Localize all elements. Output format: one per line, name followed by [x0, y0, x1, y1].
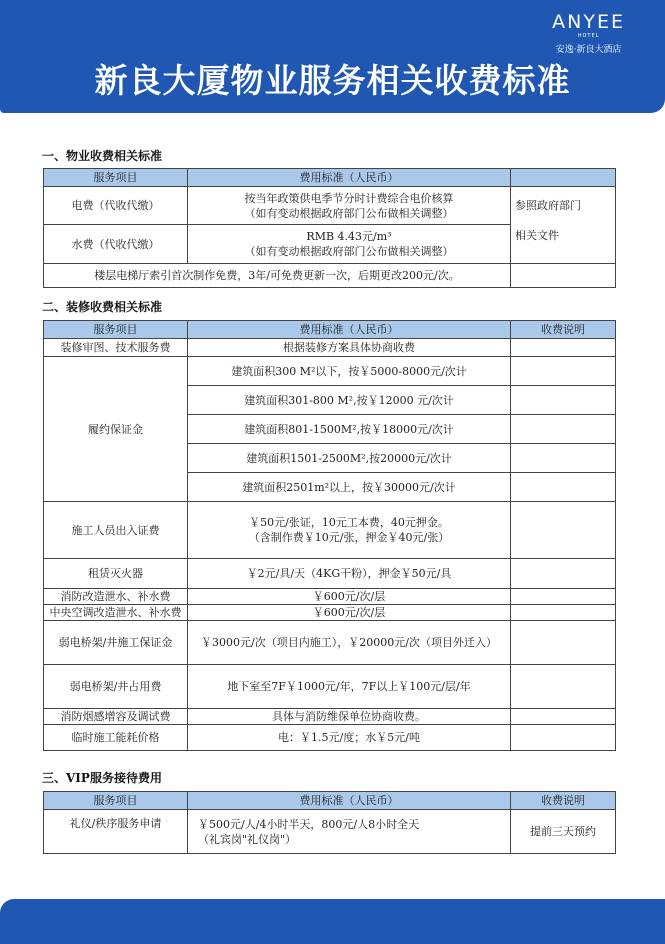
elevator-note-cell: 楼层电梯厅索引首次制作免费，3年/可免费更新一次，后期更改200元/次。 — [44, 264, 511, 288]
col-header-note: 收费说明 — [511, 792, 616, 810]
item-cell: 消防改造泄水、补水费 — [44, 589, 188, 605]
standard-line: RMB 4.43元/m³ — [306, 230, 392, 243]
table-row — [44, 605, 616, 621]
renovation-fee-table — [43, 320, 616, 751]
note-cell — [511, 621, 616, 665]
standard-cell — [188, 187, 511, 225]
item-cell: 装修审图、技术服务费 — [44, 339, 188, 357]
section1-heading: 一、物业收费相关标准 — [42, 149, 163, 163]
item-cell: 履约保证金 — [44, 357, 188, 502]
col-header-item: 服务项目 — [44, 169, 188, 187]
vip-service-table — [43, 791, 616, 854]
standard-cell: 建筑面积301-800 M²,按￥12000 元/次计 — [188, 386, 511, 415]
table-row — [44, 810, 616, 854]
standard-line: （如有变动根据政府部门公布做相关调整） — [244, 245, 454, 258]
standard-cell: 电：￥1.5元/度；水￥5元/吨 — [188, 725, 511, 751]
standard-line: 按当年政策供电季节分时计费综合电价核算 — [244, 191, 454, 205]
note-cell — [511, 502, 616, 559]
note-cell — [511, 473, 616, 502]
property-fee-table — [43, 168, 616, 288]
standard-line: （含制作费￥10元/张，押金￥40元/张） — [248, 531, 450, 544]
standard-line: （如有变动根据政府部门公布做相关调整） — [244, 206, 454, 220]
table-row — [44, 339, 616, 357]
table-row — [44, 357, 616, 386]
table-row — [44, 709, 616, 725]
section3-heading: 三、VIP服务接待费用 — [42, 771, 162, 785]
note-cell — [511, 339, 616, 357]
note-cell — [511, 605, 616, 621]
standard-cell — [188, 225, 511, 264]
note-cell — [511, 415, 616, 444]
col-header-standard: 费用标准（人民币） — [188, 321, 511, 339]
standard-cell: 建筑面积300 M²以下，按￥5000-8000元/次计 — [188, 357, 511, 386]
standard-cell: ￥3000元/次（项目内施工），￥20000元/次（项目外迁入） — [188, 621, 511, 665]
item-cell: 弱电桥架/井施工保证金 — [44, 621, 188, 665]
table-row — [44, 264, 616, 288]
table-row — [44, 502, 616, 559]
standard-cell: ￥600元/次/层 — [188, 589, 511, 605]
note-line: 相关文件 — [515, 229, 559, 242]
note-line: 参照政府部门 — [515, 199, 581, 212]
note-cell: 提前三天预约 — [511, 810, 616, 854]
standard-line: （礼宾岗"礼仪岗"） — [198, 832, 297, 846]
hotel-logo — [552, 12, 625, 55]
note-cell — [511, 665, 616, 709]
footer-banner — [0, 899, 665, 944]
standard-cell: 地下室至7F￥1000元/年，7F以上￥100元/层/年 — [188, 665, 511, 709]
standard-cell: 建筑面积2501m²以上，按￥30000元/次计 — [188, 473, 511, 502]
standard-line: ￥50元/张证，10元工本费，40元押金。 — [249, 516, 449, 529]
note-cell — [511, 444, 616, 473]
logo-wordmark: ANYEE — [552, 11, 625, 33]
note-cell — [511, 559, 616, 589]
col-header-note — [511, 169, 616, 187]
note-cell — [511, 589, 616, 605]
item-cell: 礼仪/秩序服务申请 — [44, 810, 188, 854]
item-cell: 中央空调改造泄水、补水费 — [44, 605, 188, 621]
note-cell — [511, 357, 616, 386]
col-header-item: 服务项目 — [44, 321, 188, 339]
note-cell — [511, 386, 616, 415]
standard-cell: 建筑面积801-1500M²,按￥18000元/次计 — [188, 415, 511, 444]
standard-cell — [188, 502, 511, 559]
table-row — [44, 665, 616, 709]
logo-chinese-name: 安逸·新良大酒店 — [555, 45, 622, 55]
item-cell: 临时施工能耗价格 — [44, 725, 188, 751]
table-row — [44, 725, 616, 751]
standard-cell — [188, 810, 511, 854]
standard-line: ￥500元/人/4小时半天，800元/人8小时全天 — [198, 817, 420, 831]
note-cell — [511, 187, 616, 264]
table-row — [44, 187, 616, 225]
col-header-note: 收费说明 — [511, 321, 616, 339]
item-cell: 租赁灭火器 — [44, 559, 188, 589]
standard-cell: 具体与消防维保单位协商收费。 — [188, 709, 511, 725]
table-row — [44, 559, 616, 589]
section2-heading: 二、装修收费相关标准 — [42, 300, 163, 314]
empty-cell — [511, 264, 616, 288]
standard-cell: 建筑面积1501-2500M²,按20000元/次计 — [188, 444, 511, 473]
item-cell: 水费（代收代缴） — [44, 225, 188, 264]
note-cell — [511, 709, 616, 725]
page-title: 新良大厦物业服务相关收费标准 — [94, 61, 571, 100]
col-header-standard: 费用标准（人民币） — [188, 792, 511, 810]
col-header-standard: 费用标准（人民币） — [188, 169, 511, 187]
item-cell: 弱电桥架/井占用费 — [44, 665, 188, 709]
item-cell: 施工人员出入证费 — [44, 502, 188, 559]
item-cell: 电费（代收代缴） — [44, 187, 188, 225]
logo-sub: HOTEL — [577, 33, 600, 39]
header-banner — [0, 0, 665, 113]
standard-cell: ￥600元/次/层 — [188, 605, 511, 621]
col-header-item: 服务项目 — [44, 792, 188, 810]
note-cell — [511, 725, 616, 751]
item-cell: 消防烟感增容及调试费 — [44, 709, 188, 725]
table-row — [44, 589, 616, 605]
table-row — [44, 621, 616, 665]
standard-cell: ￥2元/具/天（4KG干粉），押金￥50元/具 — [188, 559, 511, 589]
standard-cell: 根据装修方案具体协商收费 — [188, 339, 511, 357]
